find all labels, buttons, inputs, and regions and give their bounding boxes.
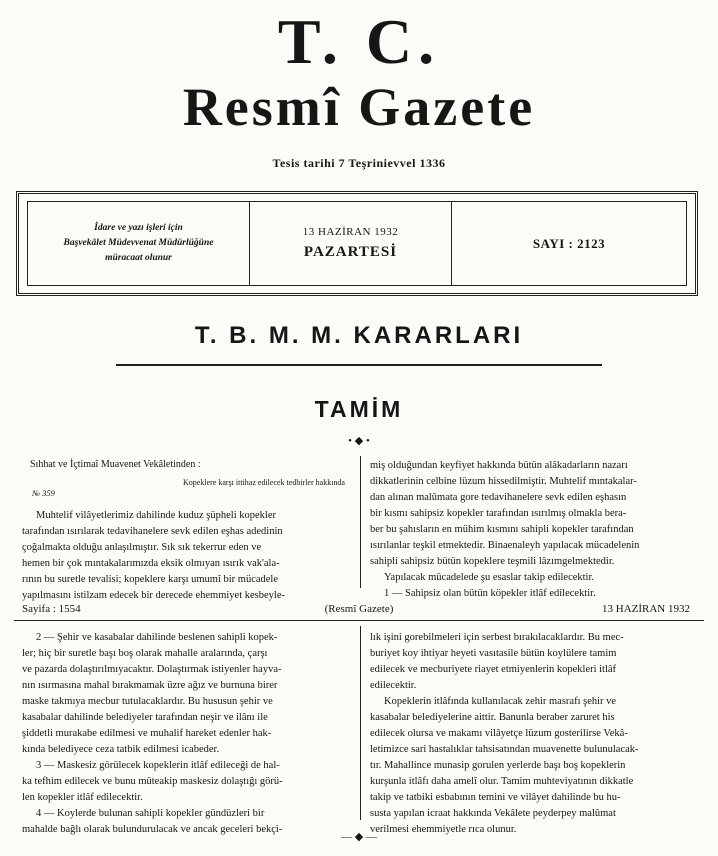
address-line: Başvekâlet Müdevvenat Müdürlüğüne xyxy=(63,238,214,248)
text-line: Muhtelif vilâyetlerimiz dahilinde kuduz şüpheli kopekler xyxy=(36,510,276,521)
founding-date: Tesis tarihi 7 Teşrinievvel 1336 xyxy=(272,156,446,170)
text-line: tarafından ısırılarak tedavihanelere sevk edilen eşhas adedinin xyxy=(22,526,283,537)
issue-date-block xyxy=(250,202,452,285)
text-line: 3 — Maskesiz görülecek kopeklerin itlâf edileceği de hal- xyxy=(36,760,280,771)
paper-name-footer: (Resmî Gazete) xyxy=(324,603,394,615)
text-line: 1 — Sahipsiz olan bütün köpekler itlâf edilecektir. xyxy=(384,588,596,599)
text-line: buriyet koy ihtiyar heyeti vasıtasile bütün koylülere tamim xyxy=(370,648,617,659)
page-number: Sayifa : 1554 xyxy=(22,603,81,615)
issue-info-box xyxy=(16,191,698,296)
column-divider xyxy=(360,456,361,588)
text-line: çoğalmakta olduğu anlaşılmıştır. Sık sık tekerrur eden ve xyxy=(22,542,262,553)
text-line: verilmesi ehemmiyetle rıca olunur. xyxy=(370,824,517,835)
text-line: kasabalar dahilinde belediyeler tarafından neşir ve ilânı ile xyxy=(22,712,268,723)
text-line: kurşunla itlâfı daha amelî olur. Tamim muhteviyatının dikkatle xyxy=(370,776,634,787)
issue-number: SAYI : 2123 xyxy=(532,235,606,251)
text-line: edilecek olursa ve makamı vilâyetçe lüzum gosterilirse Vekâ- xyxy=(370,728,628,739)
top-left-column xyxy=(22,508,350,604)
text-line: mahalde bağlı olarak bulundurulacak ve ancak geceleri bekçi- xyxy=(22,824,283,835)
text-line: yapılmasını istilzam edecek bir derecede ehemmiyet kesbeyle- xyxy=(22,590,285,601)
ministry-heading: Sıhhat ve İçtimaî Muavenet Vekâletinden : xyxy=(30,459,201,470)
text-line: hemen bir çok mıntakalarımızda eksik olmıyan ısırık vak'ala- xyxy=(22,558,280,569)
subject-line: Kopeklere karşı ittihaz edilecek tedbirler hakkında xyxy=(183,478,345,487)
text-line: edilecek ve mecburiyete riayet etmiyenlerin kopekleri itlâf xyxy=(370,664,617,675)
text-line: dan alınan malûmata gore tedavihanelere sevk edilen eşhasın xyxy=(370,492,627,503)
text-line: nın ısırmasına mahal bırakmamak üzre ağız ve burnuna birer xyxy=(22,680,278,691)
end-ornament: — ◆ — xyxy=(341,831,377,843)
text-line: ve pazarda dolaştırılmıyacaktır. Dolaştırmak istiyenler hayva- xyxy=(22,664,282,675)
bottom-right-column xyxy=(370,630,696,838)
text-line: letimizce sari hastalıklar tahsisatından muavenette bulunulacak- xyxy=(370,744,639,755)
section-title: T. B. M. M. KARARLARI xyxy=(194,322,524,349)
text-line: susta yapılan icraat hakkında Vekâlete peyderpey malûmat xyxy=(370,808,616,819)
text-line: Yapılacak mücadelede şu esaslar takip edilecektir. xyxy=(384,572,595,583)
text-line: kında belediyece ceza tatbik edilmesi icabeder. xyxy=(22,744,220,755)
text-line: bir kısmı sahipsiz kopekler tarafından ısırılmış olmakla bera- xyxy=(370,508,627,519)
document-title: TAMİM xyxy=(314,396,404,422)
text-line: ısırılanlar teşkil etmektedir. Binaenaleyh yapılacak mücadelenin xyxy=(370,540,640,551)
address-line: İdare ve yazı işleri için xyxy=(94,223,183,233)
text-line: rının bu suretle tevalisi; kopeklere karşı umumî bir mücadele xyxy=(22,574,279,585)
text-line: Kopeklerin itlâfında kullanılacak zehir masrafı şehir ve xyxy=(384,696,617,707)
top-right-column xyxy=(370,458,696,602)
text-line: şiddetli murakabe edilmesi ve muhalif hareket edenler hak- xyxy=(22,728,272,739)
text-line: tır. Mahallince munasip gorulen yerlerde başı boş kopeklerin xyxy=(370,760,626,771)
text-line: maske takmıya mecbur tutulacaklardır. Bu hususun şehir ve xyxy=(22,696,273,707)
text-line: ber bu şahısların en mühim kısmını sahipli kopekler tarafından xyxy=(370,524,634,535)
masthead-tc: T. C. xyxy=(277,6,441,77)
text-line: miş olduğundan keyfiyet hakkında bütün alâkadarların nazarı xyxy=(370,460,628,471)
text-line: kasabalar belediyelerine aittir. Banunla beraber zaruret his xyxy=(370,712,615,723)
text-line: ler; hiç bir suretle başı boş olarak mahalle aralarında, çarşı xyxy=(22,648,268,659)
text-line: sahipli sahipsiz bütün kopeklere teşmili lâzımgelmektedir. xyxy=(370,556,615,567)
address-line: müracaat olunur xyxy=(105,253,172,263)
text-line: edilecektir. xyxy=(370,680,417,691)
footer-rule xyxy=(14,620,704,621)
title-ornament: • ◆ • xyxy=(348,435,370,447)
text-line: ka tefhim edilecek ve bunu müteakip maskesiz dolaştığı görü- xyxy=(22,776,283,787)
text-line: dikkatlerinin celbine lüzum hissedilmiştir. Muhtelif mıntakalar- xyxy=(370,476,637,487)
column-divider xyxy=(360,626,361,820)
text-line: 4 — Koylerde bulunan sahipli kopekler gündüzleri bir xyxy=(36,808,265,819)
section-rule xyxy=(116,364,602,366)
document-number: № 359 xyxy=(32,488,55,498)
text-line: lık işini gorebilmeleri için serbest bırakılacaklardır. Bu mec- xyxy=(370,632,624,643)
text-line: takip ve tatbiki esbabının temini ve vilâyet dahilinde bu hu- xyxy=(370,792,621,803)
text-line: len kopekler itlâf edilecektir. xyxy=(22,792,143,803)
footer-date: 13 HAZİRAN 1932 xyxy=(602,603,690,615)
administration-address xyxy=(28,202,250,285)
bottom-left-column xyxy=(22,630,350,838)
newspaper-name: Resmî Gazete xyxy=(182,77,536,137)
issue-day: PAZARTESİ xyxy=(303,244,398,260)
issue-date: 13 HAZİRAN 1932 xyxy=(302,226,399,238)
text-line: 2 — Şehir ve kasabalar dahilinde beslenen sahipli kopek- xyxy=(36,632,278,643)
